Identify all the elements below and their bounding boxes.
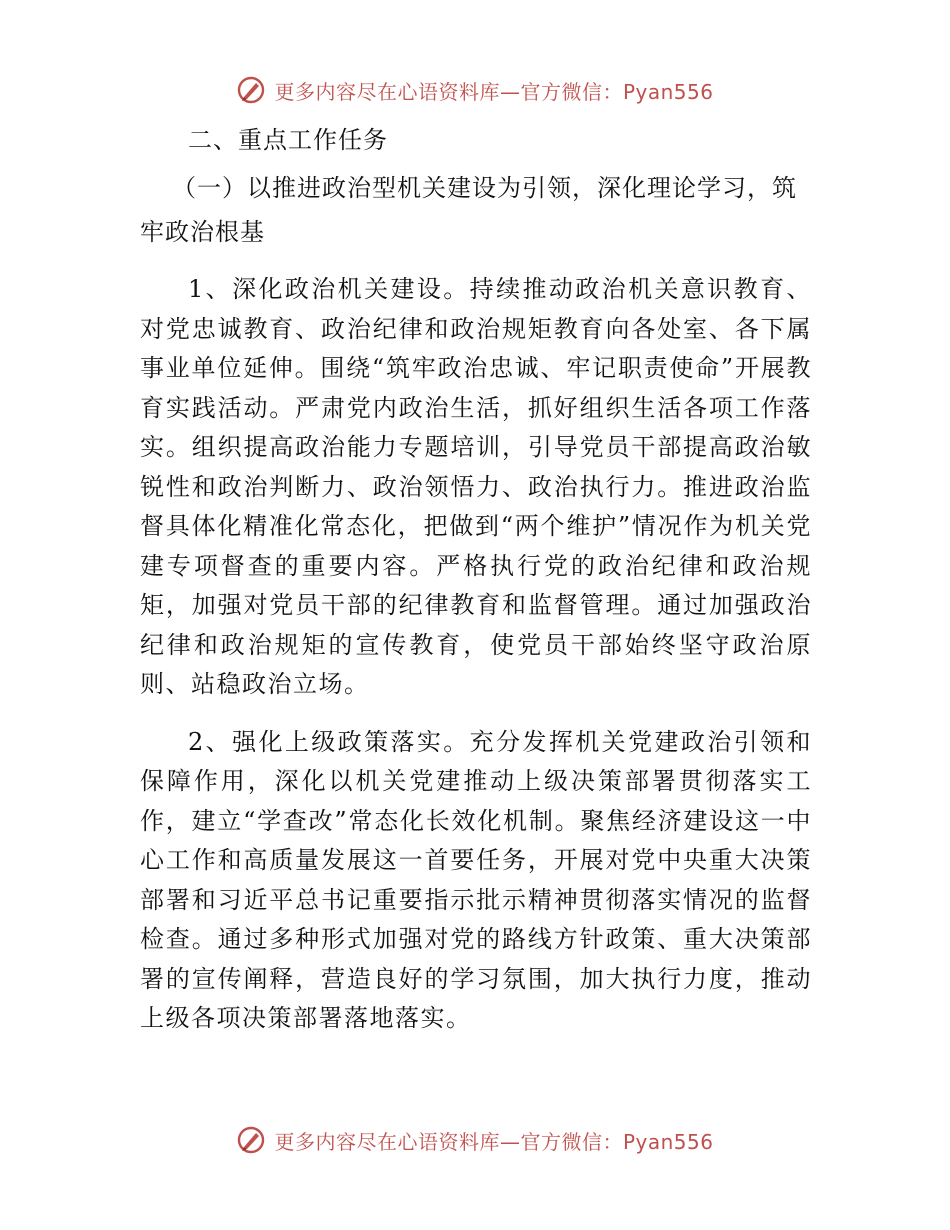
footer-banner: [0, 1120, 950, 1160]
section-heading: 二、重点工作任务: [188, 126, 388, 154]
subsection-heading: （一）以推进政治型机关建设为引领，深化理论学习，筑牢政治根基: [140, 174, 797, 246]
header-banner-text: 更多内容尽在心语资料库—官方微信：Pyan556: [274, 79, 714, 104]
footer-banner-text: 更多内容尽在心语资料库—官方微信：Pyan556: [274, 1129, 714, 1154]
header-banner: [0, 70, 950, 110]
pen-circle-logo-icon: [236, 75, 266, 105]
paragraph-1: 1、深化政治机关建设。持续推动政治机关意识教育、对党忠诚教育、政治纪律和政治规矩教育向各处室、各下属事业单位延伸。围绕“筑牢政治忠诚、牢记职责使命”开展教育实践活动。严肃党内政治生活，抓好组织生活各项工作落实。组织提高政治能力专题培训，引导党员干部提高政治敏锐性和政治判断力、政治领悟力、政治执行力。推进政治监督具体化精准化常态化，把做到“两个维护”情况作为机关党建专项督查的重要内容。严格执行党的政治纪律和政治规矩，加强对党员干部的纪律教育和监督管理。通过加强政治纪律和政治规矩的宣传教育，使党员干部始终坚守政治原则、站稳政治立场。: [140, 275, 812, 698]
paragraph-2: 2、强化上级政策落实。充分发挥机关党建政治引领和保障作用，深化以机关党建推动上级决策部署贯彻落实工作，建立“学查改”常态化长效化机制。聚焦经济建设这一中心工作和高质量发展这一首要任务，开展对党中央重大决策部署和习近平总书记重要指示批示精神贯彻落实情况的监督检查。通过多种形式加强对党的路线方针政策、重大决策部署的宣传阐释，营造良好的学习氛围，加大执行力度，推动上级各项决策部署落地落实。: [140, 727, 812, 1032]
pen-circle-logo-icon: [236, 1125, 266, 1155]
document-body: [140, 118, 812, 1039]
